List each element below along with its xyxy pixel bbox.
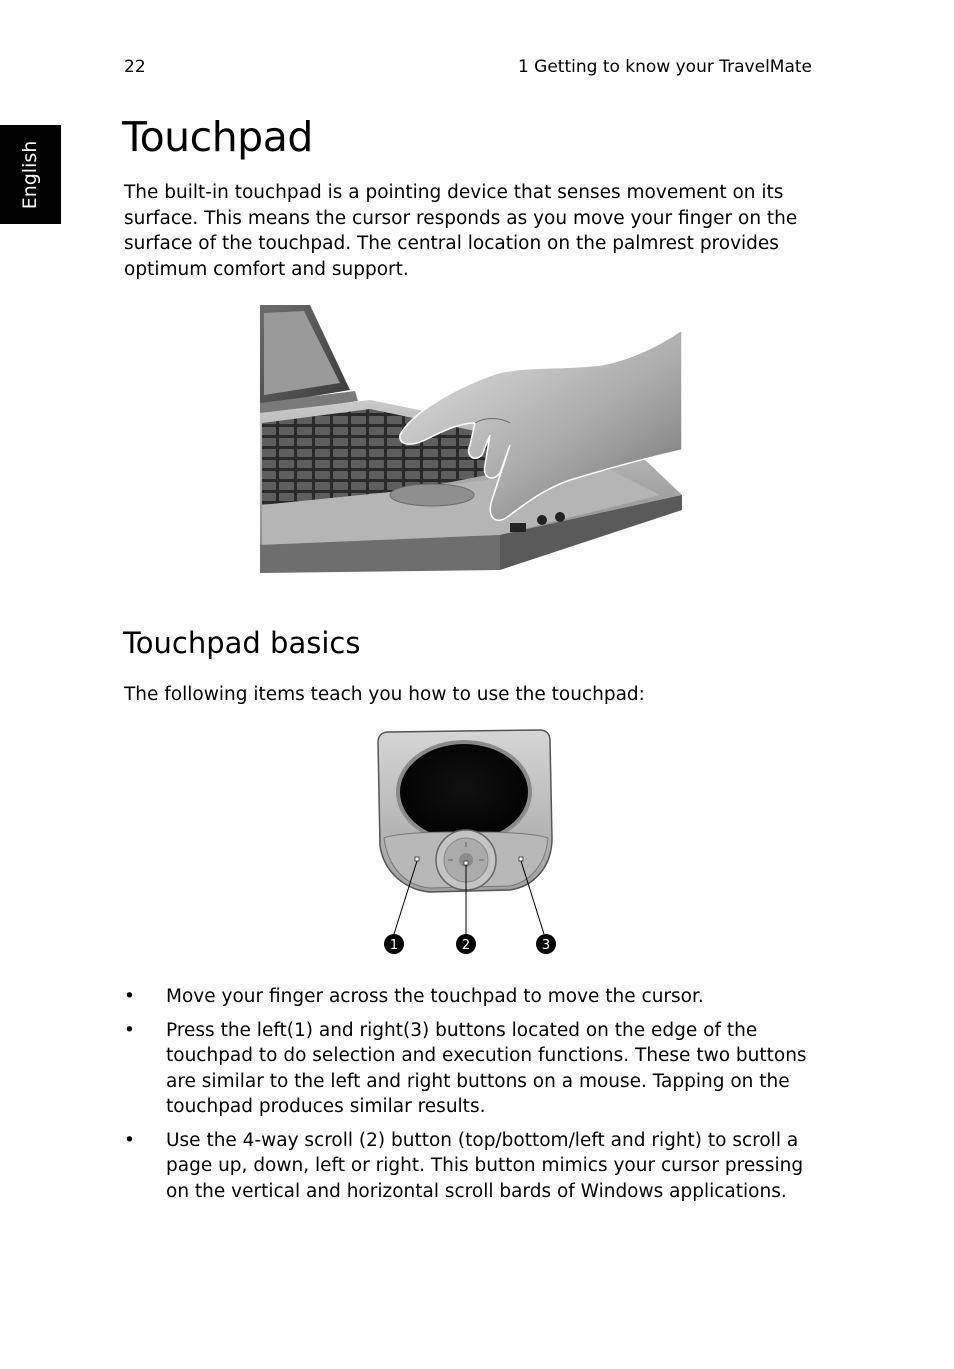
callout-2-label: 2 <box>461 938 471 953</box>
list-item-text: Press the left(1) and right(3) buttons located on the edge of the touchpad to do selection and execution functions. These two buttons are similar to the left and right buttons on a mouse. Tapping on the touchpad produces similar results. <box>166 1019 807 1117</box>
list-item <box>124 1128 814 1205</box>
list-item <box>124 1018 814 1120</box>
running-header: 1 Getting to know your TravelMate <box>517 57 812 77</box>
language-tab <box>0 125 61 224</box>
bullet-marker: • <box>124 986 135 1007</box>
section-title: Touchpad <box>122 113 313 161</box>
page-number: 22 <box>124 57 146 77</box>
callout-1-label: 1 <box>389 938 399 953</box>
intro-paragraph: The built-in touchpad is a pointing device that senses movement on its surface. This means the cursor responds as you move your finger on the surface of the touchpad. The central location on the palmrest provides optimum comfort and support. <box>124 182 798 280</box>
callout-3 <box>536 934 556 954</box>
list-item-text: Use the 4-way scroll (2) button (top/bottom/left and right) to scroll a page up, down, left or right. This button mimics your cursor pressing on the vertical and horizontal scroll bards of Windows applications. <box>166 1129 804 1202</box>
callout-2 <box>456 934 476 954</box>
laptop-hand-illustration <box>260 305 682 575</box>
callout-3-label: 3 <box>541 938 551 953</box>
instruction-list <box>124 984 814 1212</box>
list-item-text: Move your finger across the touchpad to move the cursor. <box>166 986 704 1007</box>
subsection-lead: The following items teach you how to use the touchpad: <box>124 684 645 705</box>
bullet-marker: • <box>124 1019 135 1041</box>
bullet-marker: • <box>124 1129 135 1151</box>
callout-1 <box>384 934 404 954</box>
subsection-title: Touchpad basics <box>123 626 361 660</box>
language-tab-label: English <box>19 140 41 210</box>
touchpad-diagram <box>370 726 570 962</box>
list-item <box>124 984 814 1010</box>
